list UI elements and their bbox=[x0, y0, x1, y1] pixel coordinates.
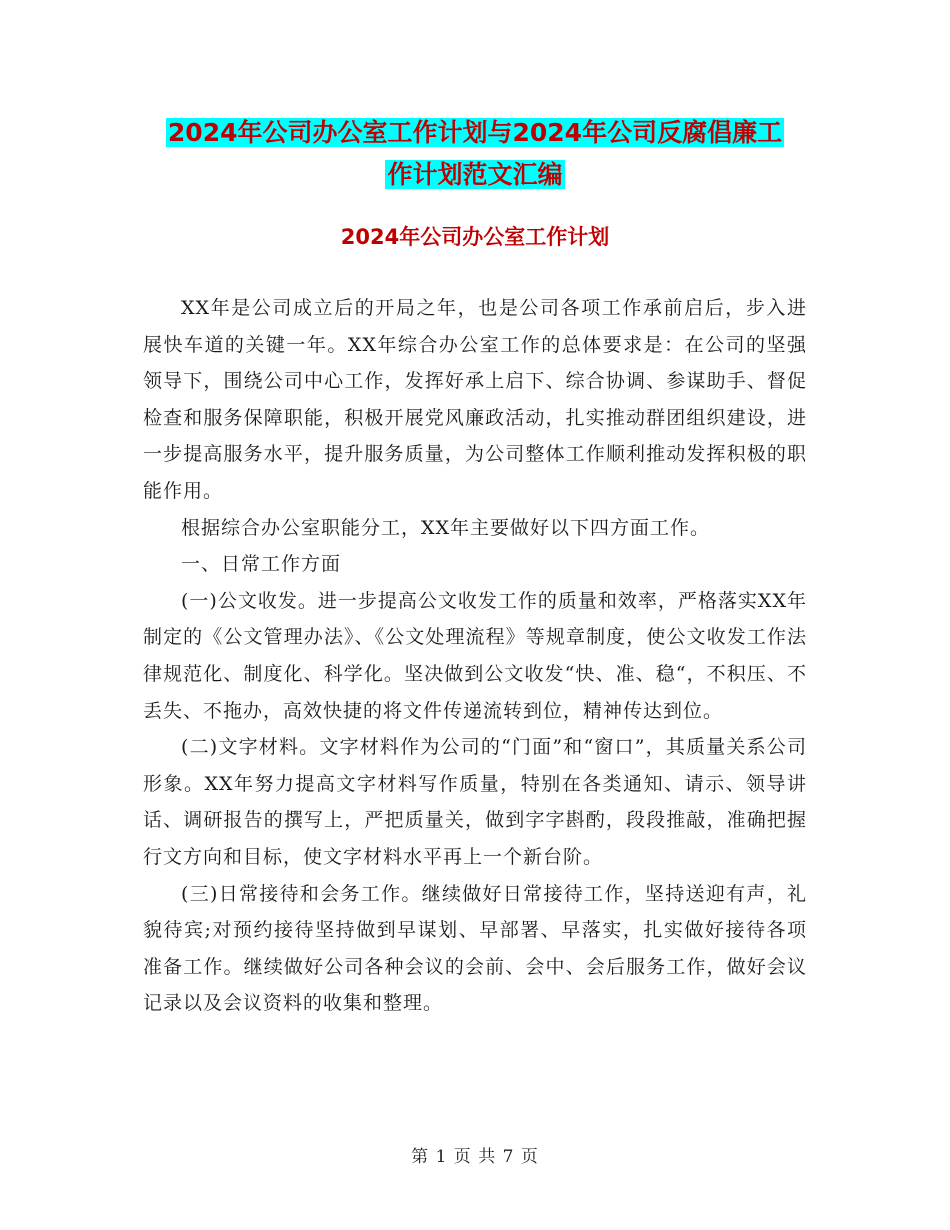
paragraph-intro: XX年是公司成立后的开局之年，也是公司各项工作承前启后，步入进展快车道的关键一年。XX年综合办公室工作的总体要求是：在公司的坚强领导下，围绕公司中心工作，发挥好承上启下、综合协调、参谋助手、督促检查和服务保障职能，积极开展党风廉政活动，扎实推动群团组织建设，进一步提高服务水平，提升服务质量，为公司整体工作顺利推动发挥积极的职能作用。 bbox=[143, 297, 807, 502]
document-title bbox=[0, 112, 950, 196]
document-title-text-1: 2024年公司办公室工作计划与2024年公司反腐倡廉工 bbox=[167, 118, 783, 147]
document-body bbox=[143, 290, 807, 1022]
document-title-text-2: 作计划范文汇编 bbox=[387, 160, 563, 189]
paragraph-written-materials: (二)文字材料。文字材料作为公司的“门面”和“窗口”，其质量关系公司形象。XX年努力提高文字材料写作质量，特别在各类通知、请示、领导讲话、调研报告的撰写上，严把质量关，做到字字斟酌，段段推敲，准确把握行文方向和目标，使文字材料水平再上一个新台阶。 bbox=[143, 736, 807, 868]
paragraph-heading-daily-work: 一、日常工作方面 bbox=[181, 553, 342, 576]
page-footer: 第 1 页 共 7 页 bbox=[411, 1147, 539, 1167]
paragraph-document-handling: (一)公文收发。进一步提高公文收发工作的质量和效率，严格落实XX年制定的《公文管理办法》、《公文处理流程》等规章制度，使公文收发工作法律规范化、制度化、科学化。坚决做到公文收发“快、准、稳“，不积压、不丢失、不拖办，高效快捷的将文件传递流转到位，精神传达到位。 bbox=[143, 589, 807, 722]
paragraph-scope: 根据综合办公室职能分工，XX年主要做好以下四方面工作。 bbox=[181, 516, 711, 539]
document-title-line-1 bbox=[0, 112, 950, 154]
paragraph-reception-meetings: (三)日常接待和会务工作。继续做好日常接待工作，坚持送迎有声，礼貌待宾;对预约接待坚持做到早谋划、早部署、早落实，扎实做好接待各项准备工作。继续做好公司各种会议的会前、会中、会后服务工作，做好会议记录以及会议资料的收集和整理。 bbox=[143, 882, 807, 1015]
document-title-line-2 bbox=[0, 154, 950, 196]
section-title: 2024年公司办公室工作计划 bbox=[340, 225, 610, 249]
